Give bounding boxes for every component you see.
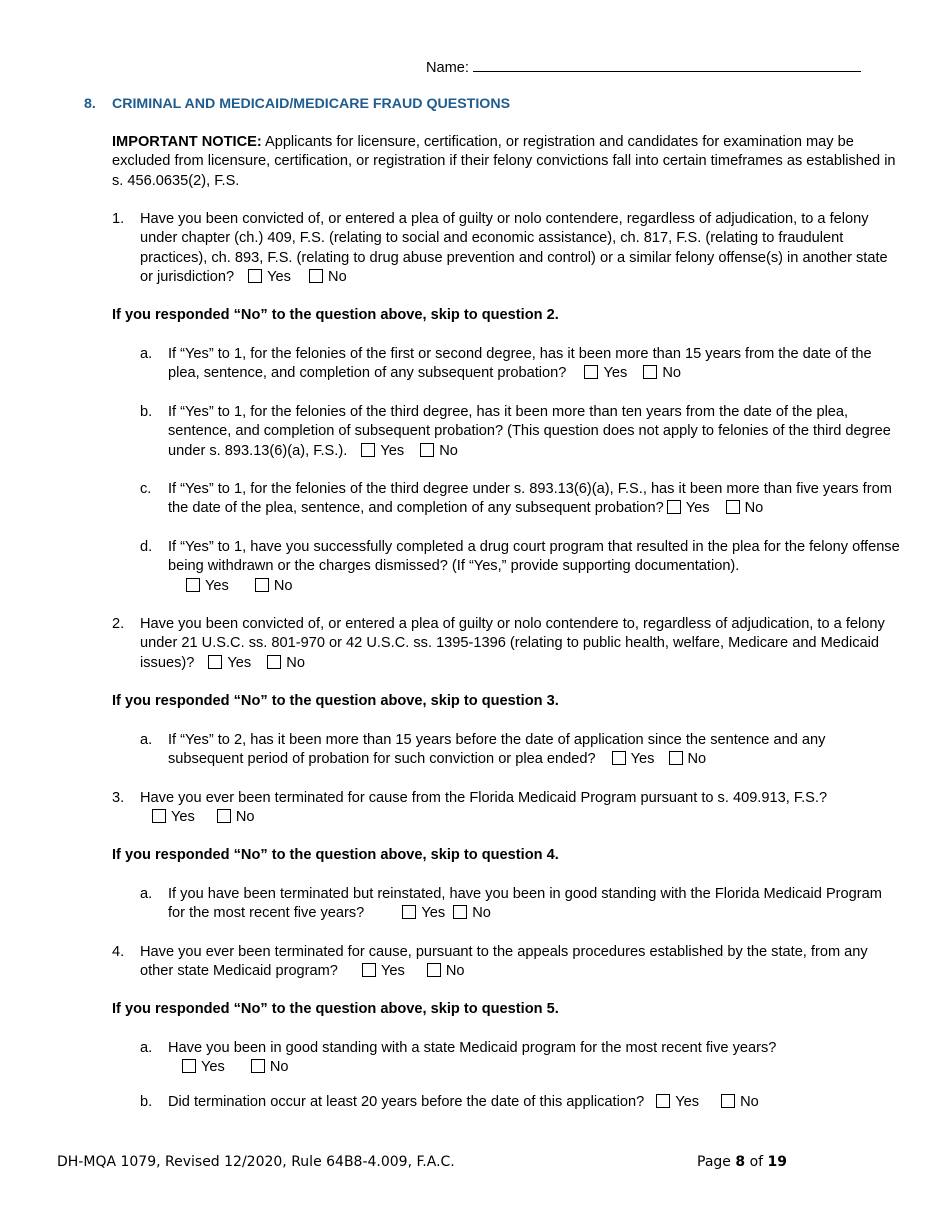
yes-checkbox[interactable] xyxy=(667,500,681,514)
yes-checkbox[interactable] xyxy=(361,443,375,457)
footer-form-id: DH-MQA 1079, Revised 12/2020, Rule 64B8-4.009, F.A.C. xyxy=(57,1154,455,1170)
no-checkbox[interactable] xyxy=(643,365,657,379)
no-label: No xyxy=(273,577,293,594)
no-label: No xyxy=(269,1059,289,1076)
yes-label: Yes xyxy=(380,442,405,459)
page-label: Page xyxy=(697,1154,731,1170)
sub-question-text: If “Yes” to 1, for the felonies of the first or second degree, has it been more than 15 years from the date of the plea, sentence, and completion of any subsequent probation? xyxy=(168,346,872,382)
question-1a xyxy=(140,345,902,384)
sub-question-text: Have you been in good standing with a state Medicaid program for the most recent five years? xyxy=(168,1040,777,1056)
no-label: No xyxy=(286,654,305,671)
no-checkbox[interactable] xyxy=(309,269,323,283)
sub-marker: a. xyxy=(140,732,153,748)
no-label: No xyxy=(439,442,458,459)
question-3 xyxy=(112,789,902,828)
question-text: Have you ever been terminated for cause, pursuant to the appeals procedures established by the state, from any other state Medicaid program? xyxy=(140,944,868,980)
question-1 xyxy=(112,210,902,287)
sub-marker: d. xyxy=(140,539,153,555)
name-line xyxy=(426,56,861,78)
no-label: No xyxy=(445,963,465,980)
question-marker: 4. xyxy=(112,944,125,960)
page-current: 8 xyxy=(735,1154,746,1170)
yes-label: Yes xyxy=(381,963,405,980)
sub-question-text: If “Yes” to 1, have you successfully completed a drug court program that resulted in the plea for the felony offense being withdrawn or the charges dismissed? (If “Yes,” provide supporting documentation). xyxy=(168,539,900,575)
yes-label: Yes xyxy=(603,365,628,382)
page-total: 19 xyxy=(767,1154,787,1170)
no-label: No xyxy=(472,905,491,922)
question-marker: 2. xyxy=(112,616,125,632)
sub-question-text: Did termination occur at least 20 years before the date of this application? xyxy=(168,1094,645,1110)
yes-label: Yes xyxy=(201,1059,225,1076)
yes-label: Yes xyxy=(421,905,446,922)
no-label: No xyxy=(235,809,255,826)
sub-marker: b. xyxy=(140,404,153,420)
section-heading xyxy=(84,95,510,114)
yes-label: Yes xyxy=(227,654,252,671)
sub-marker: b. xyxy=(140,1094,153,1110)
name-label: Name: xyxy=(426,60,469,76)
no-checkbox[interactable] xyxy=(669,751,683,765)
yes-checkbox[interactable] xyxy=(186,578,200,592)
yes-checkbox[interactable] xyxy=(656,1094,670,1108)
skip-instruction-4: If you responded “No” to the question above, skip to question 5. xyxy=(112,1001,559,1017)
no-checkbox[interactable] xyxy=(255,578,269,592)
no-checkbox[interactable] xyxy=(721,1094,735,1108)
question-marker: 3. xyxy=(112,790,125,806)
yes-label: Yes xyxy=(171,809,195,826)
yes-checkbox[interactable] xyxy=(182,1059,196,1073)
yes-label: Yes xyxy=(675,1094,700,1110)
no-label: No xyxy=(662,365,681,382)
no-label: No xyxy=(744,500,764,517)
sub-question-text: If you have been terminated but reinstated, have you been in good standing with the Florida Medicaid Program for the most recent five years? xyxy=(168,886,882,922)
yes-label: Yes xyxy=(685,500,710,517)
skip-instruction-1: If you responded “No” to the question above, skip to question 2. xyxy=(112,307,559,323)
question-text: Have you been convicted of, or entered a plea of guilty or nolo contendere, regardless of adjudication, to a felony under chapter (ch.) 409, F.S. (relating to social and economic assistance), ch. 817, F.S. (relating to fraudulent practices), ch. 893, F.S. (relating to drug abuse prevention and control) or a similar felony offense(s) in another state or jurisdiction? xyxy=(140,211,888,285)
question-3a xyxy=(140,885,902,924)
question-2a xyxy=(140,731,902,770)
yes-checkbox[interactable] xyxy=(248,269,262,283)
sub-marker: a. xyxy=(140,886,153,902)
yes-checkbox[interactable] xyxy=(152,809,166,823)
yes-checkbox[interactable] xyxy=(402,905,416,919)
yes-checkbox[interactable] xyxy=(612,751,626,765)
sub-question-text: If “Yes” to 1, for the felonies of the third degree, has it been more than ten years from the date of the plea, sentence, and completion of subsequent probation? (This question does not apply to felonies of the third degree under s. 893.13(6)(a), F.S.). xyxy=(168,404,891,459)
sub-marker: a. xyxy=(140,1040,153,1056)
section-title: CRIMINAL AND MEDICAID/MEDICARE FRAUD QUESTIONS xyxy=(112,96,511,112)
notice-label: IMPORTANT NOTICE: xyxy=(112,134,262,150)
question-1b xyxy=(140,403,902,461)
sub-marker: a. xyxy=(140,346,153,362)
question-4 xyxy=(112,943,902,982)
important-notice xyxy=(112,133,902,191)
question-text: Have you ever been terminated for cause from the Florida Medicaid Program pursuant to s. 409.913, F.S.? xyxy=(140,790,828,806)
question-2 xyxy=(112,615,902,673)
yes-checkbox[interactable] xyxy=(584,365,598,379)
sub-question-text: If “Yes” to 1, for the felonies of the third degree under s. 893.13(6)(a), F.S., has it been more than five years from the date of the plea, sentence, and completion of any subsequent probation? xyxy=(168,481,892,517)
question-4a xyxy=(140,1039,902,1078)
no-checkbox[interactable] xyxy=(267,655,281,669)
skip-instruction-3: If you responded “No” to the question above, skip to question 4. xyxy=(112,847,559,863)
sub-question-text: If “Yes” to 2, has it been more than 15 years before the date of application since the sentence and any subsequent period of probation for such conviction or plea ended? xyxy=(168,732,826,768)
no-checkbox[interactable] xyxy=(420,443,434,457)
yes-label: Yes xyxy=(267,268,291,285)
sub-marker: c. xyxy=(140,481,152,497)
section-number: 8. xyxy=(84,96,96,112)
no-checkbox[interactable] xyxy=(726,500,740,514)
question-marker: 1. xyxy=(112,211,125,227)
no-label: No xyxy=(740,1094,759,1110)
page-of: of xyxy=(749,1154,764,1170)
no-label: No xyxy=(328,268,347,285)
yes-checkbox[interactable] xyxy=(362,963,376,977)
yes-label: Yes xyxy=(630,751,655,768)
question-1c xyxy=(140,480,902,519)
no-label: No xyxy=(687,751,707,768)
question-text: Have you been convicted of, or entered a plea of guilty or nolo contendere to, regardless of adjudication, to a felony under 21 U.S.C. ss. 801-970 or 42 U.S.C. ss. 1395-1396 (relating to public health, welfare, Medicare and Medicaid issues)? xyxy=(140,616,885,671)
no-checkbox[interactable] xyxy=(217,809,231,823)
footer-page-number xyxy=(697,1153,787,1172)
no-checkbox[interactable] xyxy=(251,1059,265,1073)
notice-text: Applicants for licensure, certification, or registration and candidates for examination may be excluded from licensure, certification, or registration if their felony convictions fall into certain timeframes as established in s. 456.0635(2), F.S. xyxy=(112,134,896,189)
skip-instruction-2: If you responded “No” to the question above, skip to question 3. xyxy=(112,693,559,709)
yes-checkbox[interactable] xyxy=(208,655,222,669)
no-checkbox[interactable] xyxy=(427,963,441,977)
name-field[interactable] xyxy=(473,56,861,72)
yes-label: Yes xyxy=(205,577,229,594)
no-checkbox[interactable] xyxy=(453,905,467,919)
question-1d xyxy=(140,538,902,596)
question-4b xyxy=(140,1093,902,1112)
